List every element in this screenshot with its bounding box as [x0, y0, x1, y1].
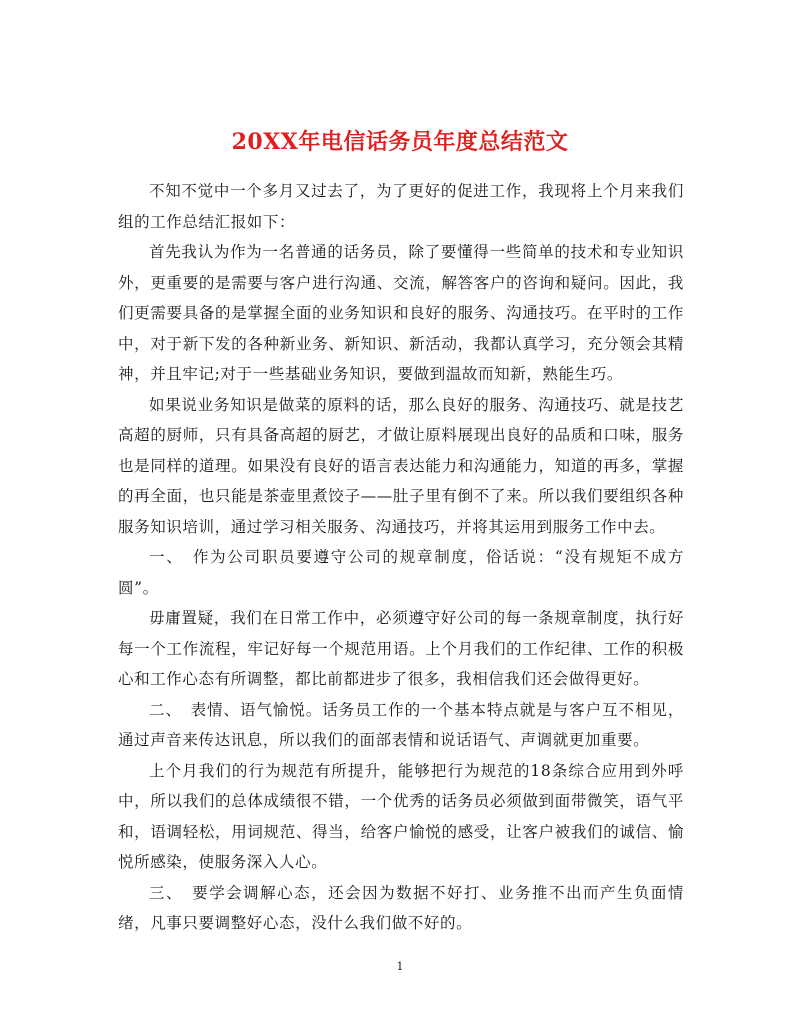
paragraph-service-skills: 如果说业务知识是做菜的原料的话，那么良好的服务、沟通技巧、就是技艺高超的厨师，只有具备高超的厨艺，才做让原料展现出良好的品质和口味，服务也是同样的道理。如果没有良好的语言表达能力和沟通能力，知道的再多，掌握的再全面，也只能是茶壶里煮饺子——肚子里有倒不了来。所以我们要组织各种服务知识培训，通过学习相关服务、沟通技巧，并将其运用到服务工作中去。	[118, 395, 684, 536]
paragraph-rules: 毋庸置疑，我们在日常工作中，必须遵守好公司的每一条规章制度，执行好每一个工作流程，牢记好每一个规范用语。上个月我们的工作纪律、工作的积极心和工作心态有所调整，都比前都进步了很多，我相信我们还会做得更好。	[118, 609, 684, 688]
document-body	[118, 176, 684, 939]
paragraph-business-knowledge: 首先我认为作为一名普通的话务员，除了要懂得一些简单的技术和专业知识外，更重要的是需要与客户进行沟通、交流，解答客户的咨询和疑问。因此，我们更需要具备的是掌握全面的业务知识和良好的服务、沟通技巧。在平时的工作中，对于新下发的各种新业务、新知识、新活动，我都认真学习，充分领会其精神，并且牢记;对于一些基础业务知识，要做到温故而知新，熟能生巧。	[118, 243, 684, 383]
paragraph-section-three: 三、 要学会调解心态，还会因为数据不好打、业务推不出而产生负面情绪，凡事只要调整好心态，没什么我们做不好的。	[118, 883, 684, 932]
paragraph-intro: 不知不觉中一个多月又过去了，为了更好的促进工作，我现将上个月来我们组的工作总结汇报如下：	[118, 182, 684, 231]
page-number: 1	[396, 960, 404, 973]
paragraph-section-one: 一、 作为公司职员要遵守公司的规章制度，俗话说：“没有规矩不成方圆”。	[118, 548, 684, 597]
paragraph-section-two: 二、 表情、语气愉悦。话务员工作的一个基本特点就是与客户互不相见，通过声音来传达讯息，所以我们的面部表情和说话语气、声调就更加重要。	[118, 700, 684, 749]
document-title: 20XX年电信话务员年度总结范文	[231, 128, 569, 155]
paragraph-behavior: 上个月我们的行为规范有所提升，能够把行为规范的18条综合应用到外呼中，所以我们的总体成绩很不错，一个优秀的话务员必须做到面带微笑，语气平和，语调轻松，用词规范、得当，给客户愉悦的感受，让客户被我们的诚信、愉悦所感染，使服务深入人心。	[118, 761, 684, 871]
